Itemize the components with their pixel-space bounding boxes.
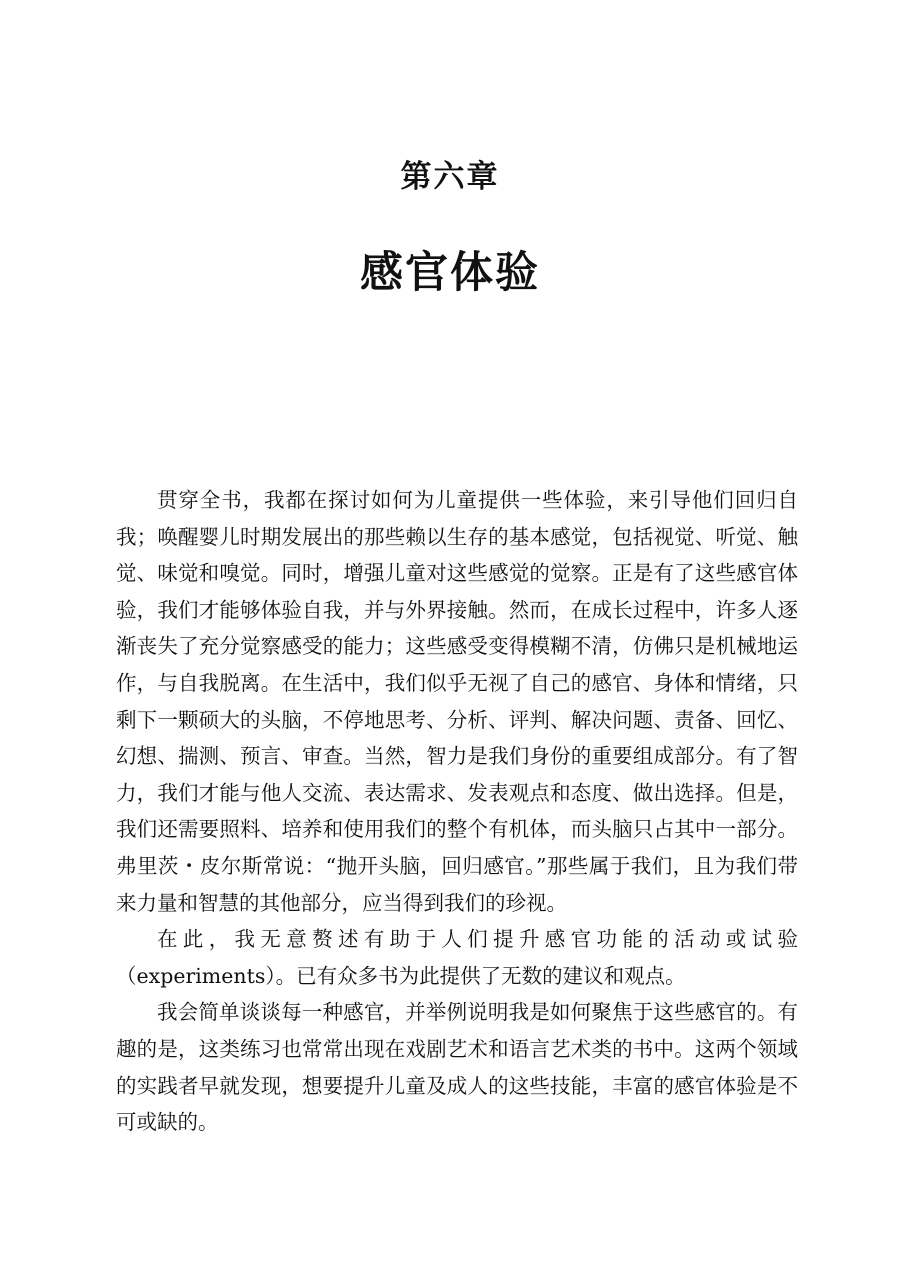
body-paragraph-3: 我会简单谈谈每一种感官，并举例说明我是如何聚焦于这些感官的。有趣的是，这类练习也常常出现在戏剧艺术和语言艺术类的书中。这两个领域的实践者早就发现，想要提升儿童及成人的这些技能，丰富的感官体验是不可或缺的。 [116, 1000, 798, 1135]
body-paragraph-2: 在此，我无意赘述有助于人们提升感官功能的活动或试验（experiments）。已有众多书为此提供了无数的建议和观点。 [116, 927, 798, 988]
body-paragraph-1: 贯穿全书，我都在探讨如何为儿童提供一些体验，来引导他们回归自我；唤醒婴儿时期发展出的那些赖以生存的基本感觉，包括视觉、听觉、触觉、味觉和嗅觉。同时，增强儿童对这些感觉的觉察。正是有了这些感官体验，我们才能够体验自我，并与外界接触。然而，在成长过程中，许多人逐渐丧失了充分觉察感受的能力；这些感受变得模糊不清，仿佛只是机械地运作，与自我脱离。在生活中，我们似乎无视了自己的感官、身体和情绪，只剩下一颗硕大的头脑，不停地思考、分析、评判、解决问题、责备、回忆、幻想、揣测、预言、审查。当然，智力是我们身份的重要组成部分。有了智力，我们才能与他人交流、表达需求、发表观点和态度、做出选择。但是，我们还需要照料、培养和使用我们的整个有机体，而头脑只占其中一部分。弗里茨・皮尔斯常说：“抛开头脑，回归感官。”那些属于我们，且为我们带来力量和智慧的其他部分，应当得到我们的珍视。 [116, 488, 798, 915]
chapter-body [116, 482, 798, 1141]
chapter-title: 感官体验 [360, 248, 540, 298]
chapter-number: 第六章 [400, 159, 500, 195]
